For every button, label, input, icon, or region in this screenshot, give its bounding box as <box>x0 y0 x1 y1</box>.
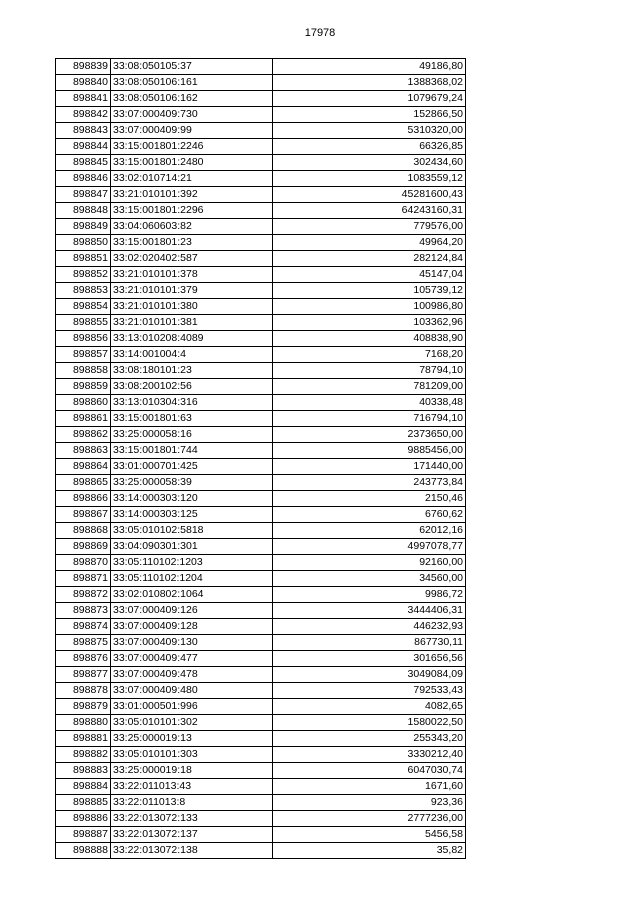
value-cell: 171440,00 <box>273 459 466 475</box>
value-cell: 49186,80 <box>273 59 466 75</box>
value-cell: 3049084,09 <box>273 667 466 683</box>
value-cell: 2373650,00 <box>273 427 466 443</box>
value-cell: 1671,60 <box>273 779 466 795</box>
table-row <box>56 619 466 635</box>
value-cell: 5456,58 <box>273 827 466 843</box>
table-row <box>56 587 466 603</box>
cadastral-number-cell: 33:07:000409:126 <box>111 603 273 619</box>
row-id-cell: 898873 <box>56 603 111 619</box>
table-row <box>56 203 466 219</box>
row-id-cell: 898858 <box>56 363 111 379</box>
table-row <box>56 683 466 699</box>
value-cell: 9986,72 <box>273 587 466 603</box>
table-row <box>56 827 466 843</box>
table-row <box>56 475 466 491</box>
cadastral-number-cell: 33:07:000409:130 <box>111 635 273 651</box>
row-id-cell: 898843 <box>56 123 111 139</box>
row-id-cell: 898847 <box>56 187 111 203</box>
value-cell: 301656,56 <box>273 651 466 667</box>
row-id-cell: 898879 <box>56 699 111 715</box>
value-cell: 2777236,00 <box>273 811 466 827</box>
cadastral-number-cell: 33:13:010208:4089 <box>111 331 273 347</box>
cadastral-number-cell: 33:02:010802:1064 <box>111 587 273 603</box>
value-cell: 4082,65 <box>273 699 466 715</box>
value-cell: 2150,46 <box>273 491 466 507</box>
value-cell: 302434,60 <box>273 155 466 171</box>
value-cell: 3330212,40 <box>273 747 466 763</box>
table-row <box>56 459 466 475</box>
row-id-cell: 898845 <box>56 155 111 171</box>
value-cell: 779576,00 <box>273 219 466 235</box>
table-row <box>56 491 466 507</box>
value-cell: 45281600,43 <box>273 187 466 203</box>
value-cell: 1079679,24 <box>273 91 466 107</box>
table-row <box>56 795 466 811</box>
row-id-cell: 898853 <box>56 283 111 299</box>
table-row <box>56 411 466 427</box>
value-cell: 9885456,00 <box>273 443 466 459</box>
value-cell: 282124,84 <box>273 251 466 267</box>
cadastral-number-cell: 33:15:001801:23 <box>111 235 273 251</box>
value-cell: 408838,90 <box>273 331 466 347</box>
row-id-cell: 898876 <box>56 651 111 667</box>
table-row <box>56 379 466 395</box>
table-row <box>56 107 466 123</box>
value-cell: 1580022,50 <box>273 715 466 731</box>
value-cell: 100986,80 <box>273 299 466 315</box>
row-id-cell: 898865 <box>56 475 111 491</box>
table-row <box>56 507 466 523</box>
cadastral-number-cell: 33:22:013072:137 <box>111 827 273 843</box>
cadastral-number-cell: 33:05:010101:302 <box>111 715 273 731</box>
cadastral-number-cell: 33:15:001801:63 <box>111 411 273 427</box>
value-cell: 1083559,12 <box>273 171 466 187</box>
cadastral-number-cell: 33:14:000303:125 <box>111 507 273 523</box>
cadastral-number-cell: 33:13:010304:316 <box>111 395 273 411</box>
row-id-cell: 898878 <box>56 683 111 699</box>
table-row <box>56 731 466 747</box>
cadastral-number-cell: 33:02:010714:21 <box>111 171 273 187</box>
value-cell: 66326,85 <box>273 139 466 155</box>
table-row <box>56 267 466 283</box>
row-id-cell: 898859 <box>56 379 111 395</box>
table-row <box>56 59 466 75</box>
table-row <box>56 715 466 731</box>
value-cell: 6047030,74 <box>273 763 466 779</box>
cadastral-number-cell: 33:07:000409:730 <box>111 107 273 123</box>
row-id-cell: 898856 <box>56 331 111 347</box>
value-cell: 49964,20 <box>273 235 466 251</box>
table-row <box>56 395 466 411</box>
table-row <box>56 75 466 91</box>
cadastral-number-cell: 33:25:000058:16 <box>111 427 273 443</box>
table-row <box>56 171 466 187</box>
cadastral-number-cell: 33:07:000409:477 <box>111 651 273 667</box>
row-id-cell: 898867 <box>56 507 111 523</box>
cadastral-number-cell: 33:14:000303:120 <box>111 491 273 507</box>
table-row <box>56 363 466 379</box>
row-id-cell: 898842 <box>56 107 111 123</box>
cadastral-number-cell: 33:05:010101:303 <box>111 747 273 763</box>
table-row <box>56 523 466 539</box>
row-id-cell: 898852 <box>56 267 111 283</box>
cadastral-number-cell: 33:05:010102:5818 <box>111 523 273 539</box>
table-row <box>56 635 466 651</box>
row-id-cell: 898882 <box>56 747 111 763</box>
value-cell: 7168,20 <box>273 347 466 363</box>
row-id-cell: 898877 <box>56 667 111 683</box>
value-cell: 243773,84 <box>273 475 466 491</box>
value-cell: 6760,62 <box>273 507 466 523</box>
table-row <box>56 187 466 203</box>
value-cell: 35,82 <box>273 843 466 859</box>
value-cell: 45147,04 <box>273 267 466 283</box>
cadastral-number-cell: 33:15:001801:2296 <box>111 203 273 219</box>
value-cell: 4997078,77 <box>273 539 466 555</box>
row-id-cell: 898868 <box>56 523 111 539</box>
table-row <box>56 651 466 667</box>
table-row <box>56 779 466 795</box>
value-cell: 40338,48 <box>273 395 466 411</box>
cadastral-number-cell: 33:01:000501:996 <box>111 699 273 715</box>
value-cell: 716794,10 <box>273 411 466 427</box>
cadastral-number-cell: 33:25:000058:39 <box>111 475 273 491</box>
table-row <box>56 811 466 827</box>
row-id-cell: 898855 <box>56 315 111 331</box>
cadastral-number-cell: 33:22:011013:43 <box>111 779 273 795</box>
table-row <box>56 155 466 171</box>
row-id-cell: 898888 <box>56 843 111 859</box>
row-id-cell: 898846 <box>56 171 111 187</box>
table-row <box>56 331 466 347</box>
row-id-cell: 898871 <box>56 571 111 587</box>
table-row <box>56 427 466 443</box>
row-id-cell: 898854 <box>56 299 111 315</box>
value-cell: 5310320,00 <box>273 123 466 139</box>
registry-table <box>55 58 466 859</box>
value-cell: 781209,00 <box>273 379 466 395</box>
cadastral-number-cell: 33:25:000019:18 <box>111 763 273 779</box>
value-cell: 867730,11 <box>273 635 466 651</box>
value-cell: 103362,96 <box>273 315 466 331</box>
cadastral-number-cell: 33:15:001801:2246 <box>111 139 273 155</box>
cadastral-number-cell: 33:22:013072:133 <box>111 811 273 827</box>
value-cell: 105739,12 <box>273 283 466 299</box>
row-id-cell: 898885 <box>56 795 111 811</box>
row-id-cell: 898872 <box>56 587 111 603</box>
cadastral-number-cell: 33:21:010101:381 <box>111 315 273 331</box>
cadastral-number-cell: 33:15:001801:744 <box>111 443 273 459</box>
cadastral-number-cell: 33:04:090301:301 <box>111 539 273 555</box>
row-id-cell: 898848 <box>56 203 111 219</box>
row-id-cell: 898850 <box>56 235 111 251</box>
value-cell: 792533,43 <box>273 683 466 699</box>
cadastral-number-cell: 33:08:050105:37 <box>111 59 273 75</box>
table-row <box>56 555 466 571</box>
row-id-cell: 898860 <box>56 395 111 411</box>
table-row <box>56 139 466 155</box>
table-row <box>56 539 466 555</box>
cadastral-number-cell: 33:01:000701:425 <box>111 459 273 475</box>
table-row <box>56 251 466 267</box>
row-id-cell: 898866 <box>56 491 111 507</box>
value-cell: 3444406,31 <box>273 603 466 619</box>
table-row <box>56 283 466 299</box>
cadastral-number-cell: 33:04:060603:82 <box>111 219 273 235</box>
row-id-cell: 898883 <box>56 763 111 779</box>
row-id-cell: 898869 <box>56 539 111 555</box>
value-cell: 78794,10 <box>273 363 466 379</box>
value-cell: 34560,00 <box>273 571 466 587</box>
table-row <box>56 315 466 331</box>
table-row <box>56 123 466 139</box>
row-id-cell: 898862 <box>56 427 111 443</box>
cadastral-number-cell: 33:07:000409:480 <box>111 683 273 699</box>
table-row <box>56 299 466 315</box>
value-cell: 1388368,02 <box>273 75 466 91</box>
row-id-cell: 898870 <box>56 555 111 571</box>
row-id-cell: 898844 <box>56 139 111 155</box>
value-cell: 923,36 <box>273 795 466 811</box>
cadastral-number-cell: 33:08:180101:23 <box>111 363 273 379</box>
cadastral-number-cell: 33:21:010101:380 <box>111 299 273 315</box>
table-row <box>56 763 466 779</box>
cadastral-number-cell: 33:21:010101:379 <box>111 283 273 299</box>
page-number: 17978 <box>304 27 336 39</box>
cadastral-number-cell: 33:25:000019:13 <box>111 731 273 747</box>
cadastral-number-cell: 33:15:001801:2480 <box>111 155 273 171</box>
cadastral-number-cell: 33:14:001004:4 <box>111 347 273 363</box>
row-id-cell: 898841 <box>56 91 111 107</box>
row-id-cell: 898857 <box>56 347 111 363</box>
cadastral-number-cell: 33:07:000409:128 <box>111 619 273 635</box>
table-row <box>56 91 466 107</box>
table-row <box>56 603 466 619</box>
table-row <box>56 235 466 251</box>
row-id-cell: 898884 <box>56 779 111 795</box>
row-id-cell: 898875 <box>56 635 111 651</box>
table-row <box>56 667 466 683</box>
table-row <box>56 699 466 715</box>
value-cell: 446232,93 <box>273 619 466 635</box>
value-cell: 62012,16 <box>273 523 466 539</box>
cadastral-number-cell: 33:08:200102:56 <box>111 379 273 395</box>
row-id-cell: 898880 <box>56 715 111 731</box>
table-row <box>56 747 466 763</box>
table-row <box>56 443 466 459</box>
cadastral-number-cell: 33:22:013072:138 <box>111 843 273 859</box>
row-id-cell: 898887 <box>56 827 111 843</box>
table-row <box>56 347 466 363</box>
cadastral-number-cell: 33:07:000409:99 <box>111 123 273 139</box>
table-row <box>56 843 466 859</box>
cadastral-number-cell: 33:05:110102:1203 <box>111 555 273 571</box>
cadastral-number-cell: 33:05:110102:1204 <box>111 571 273 587</box>
table-row <box>56 571 466 587</box>
row-id-cell: 898863 <box>56 443 111 459</box>
row-id-cell: 898851 <box>56 251 111 267</box>
value-cell: 255343,20 <box>273 731 466 747</box>
row-id-cell: 898839 <box>56 59 111 75</box>
cadastral-number-cell: 33:08:050106:162 <box>111 91 273 107</box>
row-id-cell: 898861 <box>56 411 111 427</box>
row-id-cell: 898881 <box>56 731 111 747</box>
value-cell: 92160,00 <box>273 555 466 571</box>
value-cell: 64243160,31 <box>273 203 466 219</box>
cadastral-number-cell: 33:22:011013:8 <box>111 795 273 811</box>
row-id-cell: 898840 <box>56 75 111 91</box>
row-id-cell: 898874 <box>56 619 111 635</box>
table-row <box>56 219 466 235</box>
cadastral-number-cell: 33:07:000409:478 <box>111 667 273 683</box>
cadastral-number-cell: 33:21:010101:378 <box>111 267 273 283</box>
row-id-cell: 898849 <box>56 219 111 235</box>
row-id-cell: 898864 <box>56 459 111 475</box>
cadastral-number-cell: 33:08:050106:161 <box>111 75 273 91</box>
cadastral-number-cell: 33:02:020402:587 <box>111 251 273 267</box>
row-id-cell: 898886 <box>56 811 111 827</box>
registry-table-body <box>56 59 466 859</box>
cadastral-number-cell: 33:21:010101:392 <box>111 187 273 203</box>
value-cell: 152866,50 <box>273 107 466 123</box>
